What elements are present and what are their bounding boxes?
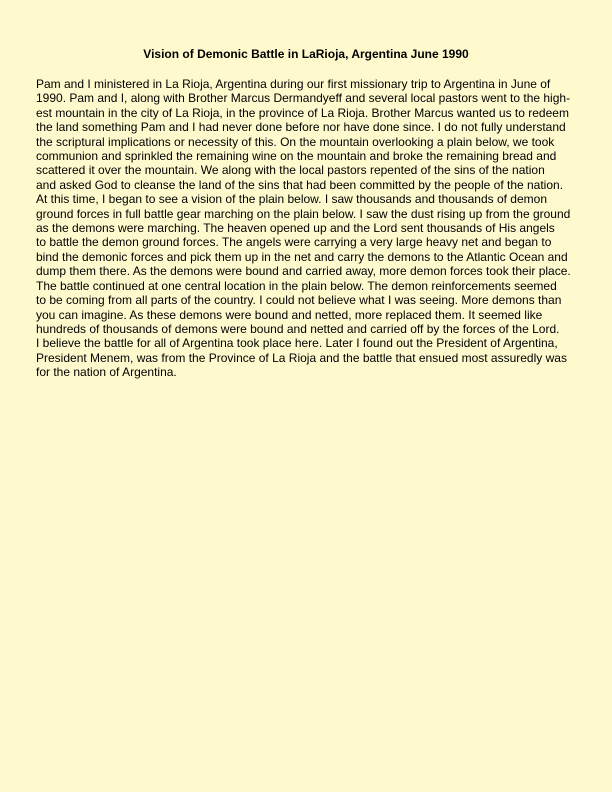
paragraph-line: The battle continued at one central location in the plain below. The demon reinforcements seemed bbox=[36, 278, 557, 293]
paragraph-line: and asked God to cleanse the land of the sins that had been committed by the people of the nation. bbox=[36, 177, 564, 192]
paragraph-line: the land something Pam and I had never done before nor have done since. I do not fully understand bbox=[36, 120, 566, 135]
paragraph-line: hundreds of thousands of demons were bound and netted and carried off by the forces of the Lord. bbox=[36, 321, 560, 336]
paragraph-line: communion and sprinkled the remaining wine on the mountain and broke the remaining bread and bbox=[36, 149, 557, 164]
paragraph-line: to be coming from all parts of the country. I could not believe what I was seeing. More demons than bbox=[36, 293, 562, 308]
paragraph-line: Pam and I ministered in La Rioja, Argentina during our first missionary trip to Argentina in June of bbox=[36, 77, 551, 91]
paragraph-line: ground forces in full battle gear marching on the plain below. I saw the dust rising up from the ground bbox=[36, 206, 571, 221]
paragraph-line: est mountain in the city of La Rioja, in the province of La Rioja. Brother Marcus wanted us to redeem bbox=[36, 105, 569, 120]
page-title: Vision of Demonic Battle in LaRioja, Argentina June 1990 bbox=[143, 47, 469, 61]
paragraph-line: as the demons were marching. The heaven opened up and the Lord sent thousands of His angels bbox=[36, 221, 555, 236]
paragraph-line: dump them there. As the demons were bound and carried away, more demon forces took their place. bbox=[36, 264, 571, 279]
paragraph-line: to battle the demon ground forces. The angels were carrying a very large heavy net and began to bbox=[36, 235, 552, 250]
paragraph-line: At this time, I began to see a vision of the plain below. I saw thousands and thousands of demon bbox=[36, 192, 547, 207]
body-paragraph bbox=[36, 77, 582, 380]
paragraph-line: I believe the battle for all of Argentina took place here. Later I found out the President of Argentina, bbox=[36, 336, 558, 351]
paragraph-line: you can imagine. As these demons were bound and netted, more replaced them. It seemed like bbox=[36, 307, 543, 322]
paragraph-line: President Menem, was from the Province of La Rioja and the battle that ensued most assuredly was bbox=[36, 350, 567, 365]
paragraph-line: bind the demonic forces and pick them up in the net and carry the demons to the Atlantic Ocean and bbox=[36, 249, 568, 264]
paragraph-line: for the nation of Argentina. bbox=[36, 365, 177, 380]
paragraph-line: the scriptural implications or necessity of this. On the mountain overlooking a plain below, we took bbox=[36, 134, 555, 149]
paragraph-line: scattered it over the mountain. We along with the local pastors repented of the sins of the nation bbox=[36, 163, 545, 178]
paragraph-line: 1990. Pam and I, along with Brother Marcus Dermandyeff and several local pastors went to the high- bbox=[36, 91, 571, 106]
